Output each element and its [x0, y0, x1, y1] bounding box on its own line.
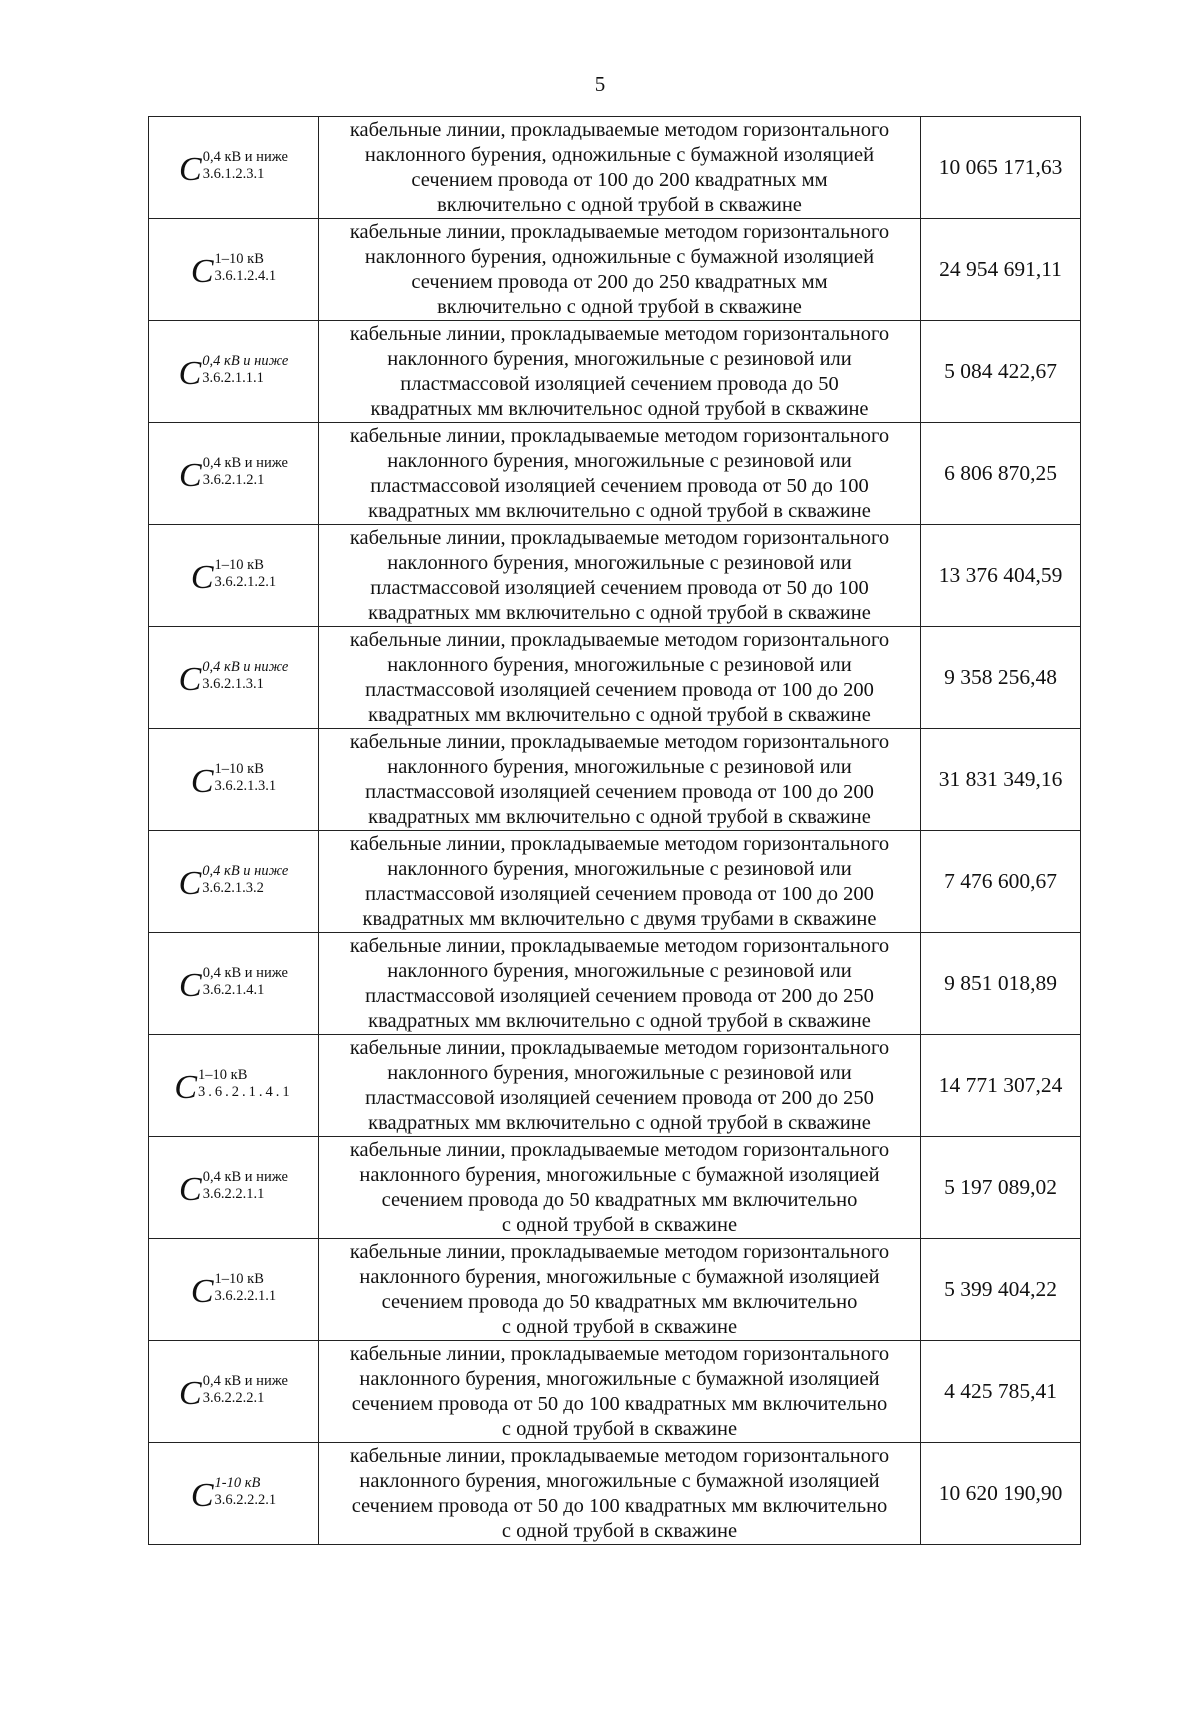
- rate-voltage-superscript: 0,4 кВ и ниже: [202, 1168, 288, 1185]
- rate-value-cell: 5 399 404,22: [921, 1239, 1081, 1341]
- rate-voltage-superscript: 0,4 кВ и ниже: [202, 352, 289, 369]
- rate-code-cell: [149, 219, 319, 321]
- rate-formula-symbol: [179, 659, 289, 697]
- table-row: [149, 525, 1081, 627]
- description-line: наклонного бурения, многожильные с резиновой или: [387, 449, 852, 472]
- rate-code-cell: [149, 1035, 319, 1137]
- description-line: наклонного бурения, многожильные с резиновой или: [387, 347, 852, 370]
- rate-symbol-indices: [215, 1475, 277, 1509]
- rate-voltage-superscript: 1–10 кВ: [214, 1270, 264, 1287]
- rate-formula-symbol: [179, 149, 288, 187]
- rate-formula-symbol: [191, 557, 276, 595]
- rate-symbol-indices: [215, 1271, 277, 1305]
- rate-description-cell: [319, 525, 921, 627]
- description-line: сечением провода от 200 до 250 квадратных мм: [411, 270, 828, 293]
- rate-voltage-superscript: 0,4 кВ и ниже: [202, 658, 289, 675]
- description-line: с одной трубой в скважине: [501, 1213, 738, 1236]
- description-line: кабельные линии, прокладываемые методом горизонтального: [349, 322, 890, 345]
- description-line: квадратных мм включительнос одной трубой в скважине: [370, 397, 869, 420]
- rate-description-cell: [319, 117, 921, 219]
- rate-formula-symbol: [191, 251, 276, 289]
- description-line: включительно с одной трубой в скважине: [437, 193, 802, 216]
- description-line: квадратных мм включительно с одной трубой в скважине: [368, 499, 871, 522]
- description-line: кабельные линии, прокладываемые методом горизонтального: [349, 118, 890, 141]
- rate-symbol-indices: [203, 1373, 288, 1407]
- rate-voltage-superscript: 0,4 кВ и ниже: [202, 454, 288, 471]
- rate-formula-symbol: [179, 353, 289, 391]
- rate-symbol-letter: C: [190, 1476, 214, 1514]
- rate-description-cell: [319, 1341, 921, 1443]
- rate-code-cell: [149, 627, 319, 729]
- rate-voltage-superscript: 0,4 кВ и ниже: [202, 1372, 288, 1389]
- rate-voltage-superscript: 1–10 кВ: [214, 250, 264, 267]
- description-line: сечением провода до 50 квадратных мм включительно: [381, 1290, 858, 1313]
- description-line: кабельные линии, прокладываемые методом горизонтального: [349, 1444, 890, 1467]
- rate-code-subscript: 3.6.2.1.4.1: [202, 981, 265, 998]
- rate-value-cell: 14 771 307,24: [921, 1035, 1081, 1137]
- description-line: кабельные линии, прокладываемые методом горизонтального: [349, 628, 890, 651]
- table-row: [149, 117, 1081, 219]
- description-line: квадратных мм включительно с одной трубой в скважине: [368, 1111, 871, 1134]
- rate-formula-symbol: [179, 1169, 288, 1207]
- description-line: наклонного бурения, многожильные с резиновой или: [387, 959, 852, 982]
- description-line: квадратных мм включительно с одной трубой в скважине: [368, 1009, 871, 1032]
- rate-code-subscript: 3.6.1.2.4.1: [214, 267, 277, 284]
- rate-symbol-indices: [215, 557, 277, 591]
- rate-code-subscript: 3.6.2.2.1.1: [202, 1185, 265, 1202]
- rate-value-cell: 5 084 422,67: [921, 321, 1081, 423]
- rate-formula-symbol: [191, 1271, 276, 1309]
- rate-value-cell: 10 065 171,63: [921, 117, 1081, 219]
- rate-code-subscript: 3.6.2.2.2.1: [214, 1491, 277, 1508]
- rate-value-cell: 9 358 256,48: [921, 627, 1081, 729]
- rate-formula-symbol: [179, 1373, 288, 1411]
- description-line: кабельные линии, прокладываемые методом горизонтального: [349, 730, 890, 753]
- rate-value-cell: 4 425 785,41: [921, 1341, 1081, 1443]
- rate-formula-symbol: [179, 965, 288, 1003]
- rate-symbol-indices: [202, 863, 288, 897]
- rate-description-cell: [319, 423, 921, 525]
- table-row: [149, 1239, 1081, 1341]
- rate-symbol-indices: [202, 659, 288, 693]
- rate-description-cell: [319, 1137, 921, 1239]
- rate-description-cell: [319, 1035, 921, 1137]
- rate-symbol-letter: C: [190, 762, 214, 800]
- description-line: пластмассовой изоляцией сечением провода от 200 до 250: [365, 1086, 874, 1109]
- rate-code-cell: [149, 423, 319, 525]
- rate-voltage-superscript: 1–10 кВ: [214, 760, 264, 777]
- rate-description-cell: [319, 1239, 921, 1341]
- description-line: квадратных мм включительно с двумя трубами в скважине: [362, 907, 877, 930]
- rate-code-cell: [149, 321, 319, 423]
- rate-symbol-letter: C: [190, 558, 214, 596]
- rate-value-cell: 6 806 870,25: [921, 423, 1081, 525]
- table-row: [149, 1341, 1081, 1443]
- description-line: сечением провода от 50 до 100 квадратных мм включительно: [351, 1494, 888, 1517]
- rate-code-subscript: 3.6.2.1.3.1: [202, 675, 264, 692]
- rate-symbol-indices: [203, 965, 288, 999]
- rate-code-subscript: 3.6.2.1.2.1: [202, 471, 265, 488]
- rate-value-cell: 13 376 404,59: [921, 525, 1081, 627]
- rate-symbol-letter: C: [179, 150, 202, 188]
- description-line: кабельные линии, прокладываемые методом горизонтального: [349, 526, 890, 549]
- description-line: кабельные линии, прокладываемые методом горизонтального: [349, 424, 890, 447]
- description-line: наклонного бурения, многожильные с резиновой или: [387, 653, 852, 676]
- rate-value-cell: 5 197 089,02: [921, 1137, 1081, 1239]
- rate-symbol-letter: C: [178, 660, 202, 698]
- rate-code-cell: [149, 933, 319, 1035]
- rate-code-cell: [149, 1239, 319, 1341]
- rate-symbol-letter: C: [179, 1374, 202, 1412]
- table-row: [149, 321, 1081, 423]
- rate-formula-symbol: [174, 1067, 292, 1105]
- description-line: сечением провода от 100 до 200 квадратных мм: [411, 168, 828, 191]
- rate-symbol-letter: C: [178, 864, 202, 902]
- description-line: кабельные линии, прокладываемые методом горизонтального: [349, 1036, 890, 1059]
- rate-symbol-indices: [215, 761, 277, 795]
- description-line: с одной трубой в скважине: [501, 1519, 738, 1542]
- rate-symbol-letter: C: [179, 1170, 202, 1208]
- description-line: наклонного бурения, одножильные с бумажной изоляцией: [364, 245, 875, 268]
- description-line: кабельные линии, прокладываемые методом горизонтального: [349, 832, 890, 855]
- rate-symbol-letter: C: [179, 966, 202, 1004]
- description-line: наклонного бурения, многожильные с резиновой или: [387, 755, 852, 778]
- rate-code-cell: [149, 117, 319, 219]
- description-line: пластмассовой изоляцией сечением провода от 50 до 100: [370, 576, 869, 599]
- rate-code-cell: [149, 525, 319, 627]
- rate-symbol-letter: C: [190, 252, 214, 290]
- rate-voltage-superscript: 1–10 кВ: [214, 556, 264, 573]
- rate-symbol-indices: [198, 1067, 293, 1101]
- rate-formula-symbol: [179, 455, 288, 493]
- rate-symbol-indices: [215, 251, 277, 285]
- page-number: 5: [594, 72, 606, 96]
- rate-description-cell: [319, 933, 921, 1035]
- rate-value-cell: 24 954 691,11: [921, 219, 1081, 321]
- description-line: наклонного бурения, многожильные с резиновой или: [387, 1061, 852, 1084]
- description-line: кабельные линии, прокладываемые методом горизонтального: [349, 1138, 890, 1161]
- rate-voltage-superscript: 1–10 кВ: [198, 1066, 248, 1083]
- rate-symbol-indices: [203, 149, 288, 183]
- description-line: квадратных мм включительно с одной трубой в скважине: [368, 601, 871, 624]
- rate-voltage-superscript: 1-10 кВ: [214, 1474, 261, 1491]
- rates-table: [148, 116, 1081, 1545]
- description-line: наклонного бурения, многожильные с резиновой или: [387, 857, 852, 880]
- rates-table-body: [149, 117, 1081, 1545]
- table-row: [149, 1443, 1081, 1545]
- rate-description-cell: [319, 219, 921, 321]
- table-row: [149, 627, 1081, 729]
- description-line: кабельные линии, прокладываемые методом горизонтального: [349, 1240, 890, 1263]
- description-line: пластмассовой изоляцией сечением провода от 100 до 200: [365, 780, 874, 803]
- rate-code-subscript: 3.6.2.1.2.1: [214, 573, 277, 590]
- rate-code-cell: [149, 1137, 319, 1239]
- rate-symbol-letter: C: [179, 456, 202, 494]
- description-line: пластмассовой изоляцией сечением провода от 100 до 200: [365, 678, 874, 701]
- rate-symbol-indices: [203, 455, 288, 489]
- rate-code-subscript: 3.6.1.2.3.1: [202, 165, 265, 182]
- description-line: сечением провода до 50 квадратных мм включительно: [381, 1188, 858, 1211]
- rate-description-cell: [319, 1443, 921, 1545]
- rate-code-cell: [149, 1341, 319, 1443]
- rate-formula-symbol: [191, 761, 276, 799]
- table-row: [149, 831, 1081, 933]
- rate-description-cell: [319, 831, 921, 933]
- rate-formula-symbol: [179, 863, 289, 901]
- description-line: квадратных мм включительно с одной трубой в скважине: [368, 805, 871, 828]
- rate-value-cell: 31 831 349,16: [921, 729, 1081, 831]
- rate-code-subscript: 3.6.2.1.1.1: [202, 369, 264, 386]
- rate-value-cell: 10 620 190,90: [921, 1443, 1081, 1545]
- rate-code-cell: [149, 1443, 319, 1545]
- description-line: кабельные линии, прокладываемые методом горизонтального: [349, 934, 890, 957]
- rate-code-subscript: 3.6.2.1.3.1: [214, 777, 277, 794]
- rate-voltage-superscript: 0,4 кВ и ниже: [202, 964, 288, 981]
- table-row: [149, 1137, 1081, 1239]
- rate-symbol-letter: C: [190, 1272, 214, 1310]
- description-line: наклонного бурения, многожильные с резиновой или: [387, 551, 852, 574]
- description-line: пластмассовой изоляцией сечением провода от 200 до 250: [365, 984, 874, 1007]
- rate-code-subscript: 3.6.2.2.2.1: [202, 1389, 265, 1406]
- rate-voltage-superscript: 0,4 кВ и ниже: [202, 862, 289, 879]
- table-row: [149, 219, 1081, 321]
- description-line: пластмассовой изоляцией сечением провода от 100 до 200: [365, 882, 874, 905]
- table-row: [149, 1035, 1081, 1137]
- description-line: наклонного бурения, многожильные с бумажной изоляцией: [359, 1265, 880, 1288]
- rate-symbol-letter: C: [178, 354, 202, 392]
- table-row: [149, 933, 1081, 1035]
- rate-code-subscript: 3.6.2.2.1.1: [214, 1287, 277, 1304]
- rate-code-subscript: 3.6.2.1.3.2: [202, 879, 264, 896]
- description-line: с одной трубой в скважине: [501, 1315, 738, 1338]
- description-line: наклонного бурения, многожильные с бумажной изоляцией: [359, 1469, 880, 1492]
- rate-voltage-superscript: 0,4 кВ и ниже: [202, 148, 288, 165]
- rate-value-cell: 7 476 600,67: [921, 831, 1081, 933]
- description-line: сечением провода от 50 до 100 квадратных мм включительно: [351, 1392, 888, 1415]
- description-line: кабельные линии, прокладываемые методом горизонтального: [349, 1342, 890, 1365]
- rate-code-cell: [149, 831, 319, 933]
- rate-symbol-indices: [203, 1169, 288, 1203]
- rate-symbol-indices: [202, 353, 288, 387]
- rate-description-cell: [319, 627, 921, 729]
- description-line: пластмассовой изоляцией сечением провода до 50: [400, 372, 839, 395]
- description-line: с одной трубой в скважине: [501, 1417, 738, 1440]
- rate-formula-symbol: [191, 1475, 276, 1513]
- rate-code-subscript: 3.6.2.1.4.1: [198, 1083, 293, 1100]
- description-line: наклонного бурения, многожильные с бумажной изоляцией: [359, 1367, 880, 1390]
- description-line: наклонного бурения, многожильные с бумажной изоляцией: [359, 1163, 880, 1186]
- rate-description-cell: [319, 321, 921, 423]
- description-line: квадратных мм включительно с одной трубой в скважине: [368, 703, 871, 726]
- description-line: наклонного бурения, одножильные с бумажной изоляцией: [364, 143, 875, 166]
- rate-symbol-letter: C: [174, 1068, 198, 1106]
- description-line: включительно с одной трубой в скважине: [437, 295, 802, 318]
- description-line: кабельные линии, прокладываемые методом горизонтального: [349, 220, 890, 243]
- table-row: [149, 423, 1081, 525]
- rate-code-cell: [149, 729, 319, 831]
- rate-description-cell: [319, 729, 921, 831]
- table-row: [149, 729, 1081, 831]
- rate-value-cell: 9 851 018,89: [921, 933, 1081, 1035]
- description-line: пластмассовой изоляцией сечением провода от 50 до 100: [370, 474, 869, 497]
